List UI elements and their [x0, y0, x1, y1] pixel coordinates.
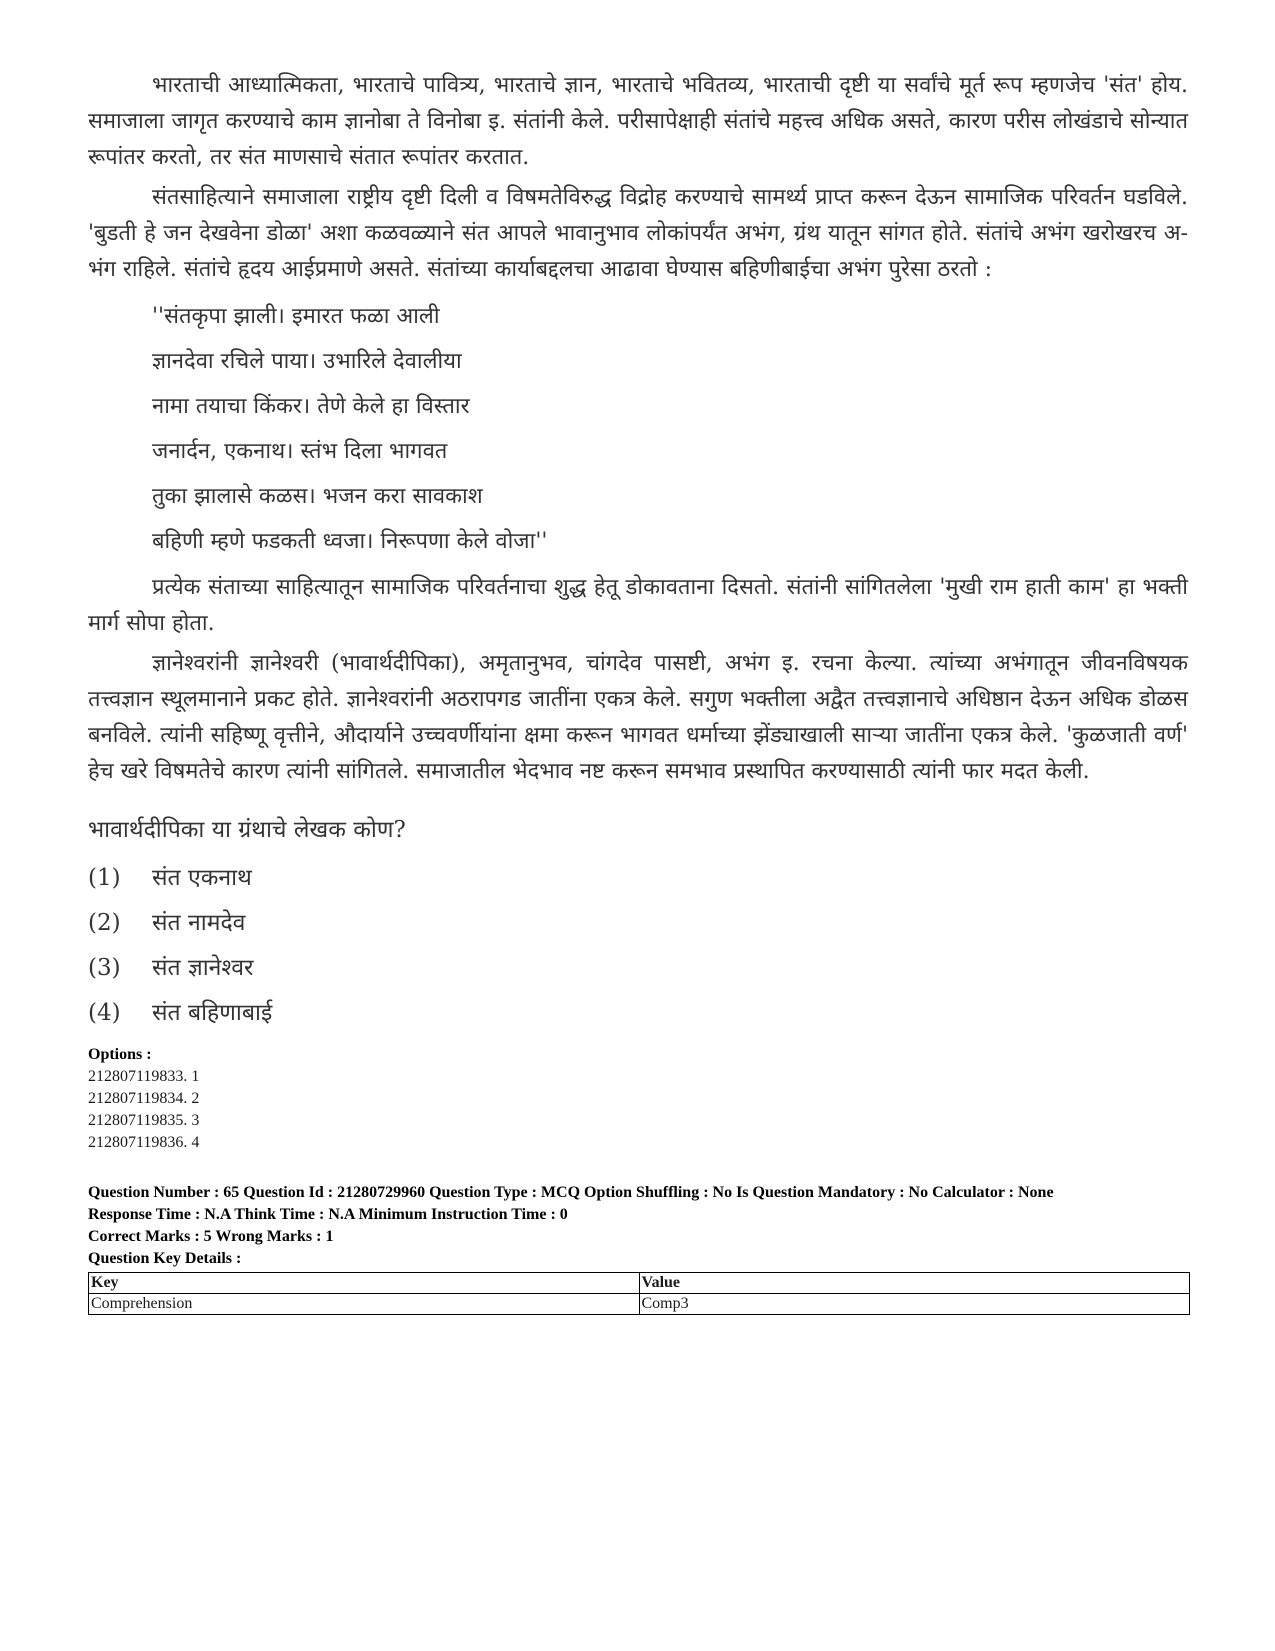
poem-line: बहिणी म्हणे फडकती ध्वजा। निरूपणा केले वोजा'' — [152, 529, 548, 554]
question-meta-line: Response Time : N.A Think Time : N.A Minimum Instruction Time : 0 — [88, 1206, 568, 1223]
poem-block — [152, 294, 1188, 564]
table-header-key: Key — [89, 1273, 640, 1294]
choice-number: (1) — [88, 865, 121, 891]
table-header-row — [89, 1273, 1190, 1294]
choice-text: संत एकनाथ — [152, 865, 252, 891]
poem-line: ''संतकृपा झाली। इमारत फळा आली — [152, 304, 440, 329]
choice-item — [88, 991, 1188, 1036]
question-text: भावार्थदीपिका या ग्रंथाचे लेखक कोण? — [88, 817, 406, 843]
passage-paragraph-1: भारताची आध्यात्मिकता, भारताचे पावित्र्य, भारताचे ज्ञान, भारताचे भवितव्य, भारताची दृष्टी या सर्वांचे मूर्त रूप म्हणजेच 'संत' होय. समाजाला जागृत करण्याचे काम ज्ञानोबा ते विनोबा इ. संतांनी केले. परीसापेक्षाही संतांचे महत्त्व अधिक असते, कारण परीस लोखंडाचे सोन्यात रूपांतर करतो, तर संत माणसाचे संतात रूपांतर करतात. — [88, 73, 1188, 170]
choice-text: संत बहिणाबाई — [152, 1000, 273, 1026]
question-page — [88, 68, 1188, 1315]
choice-number: (2) — [88, 910, 121, 936]
choice-number: (4) — [88, 1000, 121, 1026]
table-cell-key: Comprehension — [89, 1294, 640, 1315]
choice-item — [88, 946, 1188, 991]
table-header-value: Value — [639, 1273, 1190, 1294]
question-meta-line: Question Number : 65 Question Id : 21280729960 Question Type : MCQ Option Shuffling : No Is Question Mandatory : No Calculator : None — [88, 1184, 1054, 1201]
options-list — [88, 1066, 1188, 1154]
poem-line: तुका झालासे कळस। भजन करा सावकाश — [152, 484, 483, 509]
key-details-label: Question Key Details : — [88, 1250, 242, 1267]
option-id: 212807119835. 3 — [88, 1112, 200, 1129]
passage-paragraph-2: संतसाहित्याने समाजाला राष्ट्रीय दृष्टी दिली व विषमतेविरुद्ध विद्रोह करण्याचे सामर्थ्य प्राप्त करून देऊन सामाजिक परिवर्तन घडविले. 'बुडती हे जन देखवेना डोळा' अशा कळवळ्याने संत आपले भावानुभाव लोकांपर्यंत अभंग, ग्रंथ यातून सांगत होते. संतांचे अभंग खरोखरच अ-भंग राहिले. संतांचे हृदय आईप्रमाणे असते. संतांच्या कार्याबद्दलचा आढावा घेण्यास बहिणीबाईचा अभंग पुरेसा ठरतो : — [88, 185, 1188, 282]
passage-paragraph-3: प्रत्येक संताच्या साहित्यातून सामाजिक परिवर्तनाचा शुद्ध हेतू डोकावताना दिसतो. संतांनी सांगितलेला 'मुखी राम हाती काम' हा भक्ती मार्ग सोपा होता. — [88, 575, 1188, 636]
option-id: 212807119833. 1 — [88, 1068, 200, 1085]
key-details-table — [88, 1272, 1190, 1315]
choice-text: संत ज्ञानेश्वर — [152, 955, 254, 981]
choice-item — [88, 856, 1188, 901]
option-id: 212807119836. 4 — [88, 1134, 200, 1151]
choice-text: संत नामदेव — [152, 910, 246, 936]
table-cell-value: Comp3 — [639, 1294, 1190, 1315]
poem-line: नामा तयाचा किंकर। तेणे केले हा विस्तार — [152, 394, 470, 419]
poem-line: जनार्दन, एकनाथ। स्तंभ दिला भागवत — [152, 439, 448, 464]
poem-line: ज्ञानदेवा रचिले पाया। उभारिले देवालीया — [152, 349, 462, 374]
table-row — [89, 1294, 1190, 1315]
options-label: Options : — [88, 1046, 152, 1063]
marks-line: Correct Marks : 5 Wrong Marks : 1 — [88, 1228, 334, 1245]
choice-item — [88, 901, 1188, 946]
choice-number: (3) — [88, 955, 121, 981]
passage-paragraph-4: ज्ञानेश्वरांनी ज्ञानेश्वरी (भावार्थदीपिका), अमृतानुभव, चांगदेव पासष्टी, अभंग इ. रचना केल्या. त्यांच्या अभंगातून जीवनविषयक तत्त्वज्ञान स्थूलमानाने प्रकट होते. ज्ञानेश्वरांनी अठरापगड जातींना एकत्र केले. सगुण भक्तीला अद्वैत तत्त्वज्ञानाचे अधिष्ठान देऊन अधिक डोळस बनविले. त्यांनी सहिष्णू वृत्तीने, औदार्याने उच्चवर्णीयांना क्षमा करून भागवत धर्माच्या झेंड्याखाली साऱ्या जातींना एकत्र केले. 'कुळजाती वर्ण' हेच खरे विषमतेचे कारण त्यांनी सांगितले. समाजातील भेदभाव नष्ट करून समभाव प्रस्थापित करण्यासाठी त्यांनी फार मदत केली. — [88, 651, 1188, 784]
option-id: 212807119834. 2 — [88, 1090, 200, 1107]
